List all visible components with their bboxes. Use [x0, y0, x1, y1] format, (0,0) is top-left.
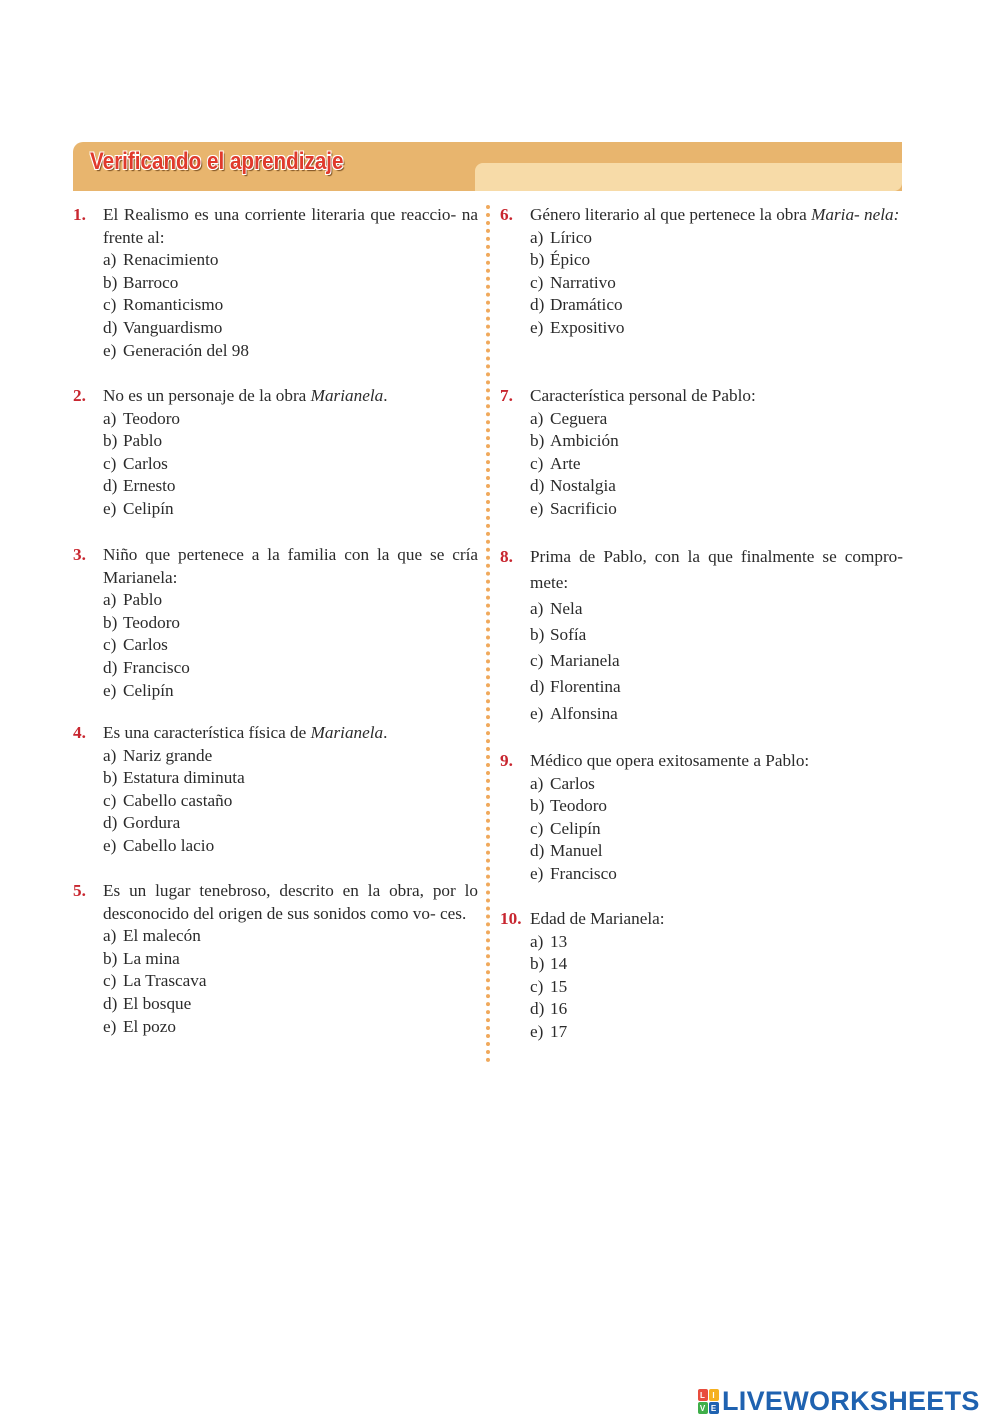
answer-option — [530, 976, 903, 999]
option-letter: c) — [530, 272, 544, 292]
option-letter: d) — [530, 999, 545, 1019]
option-text: 15 — [550, 976, 568, 996]
option-text: 13 — [550, 931, 568, 951]
answer-option — [103, 680, 478, 703]
answer-option — [530, 818, 903, 841]
question-text-part: El Realismo es una corriente literaria que reaccio- na frente al: — [103, 205, 478, 247]
option-letter: d) — [530, 476, 545, 496]
answer-option — [530, 840, 903, 863]
option-text: Ambición — [550, 431, 619, 451]
option-letter: d) — [530, 841, 545, 861]
option-text: Nariz grande — [123, 745, 213, 765]
answer-option — [530, 863, 903, 886]
option-letter: e) — [103, 835, 117, 855]
option-text: Dramático — [550, 295, 623, 315]
answer-option — [530, 498, 903, 521]
answer-option — [530, 1021, 903, 1044]
answer-option — [103, 925, 478, 948]
option-letter: a) — [530, 599, 544, 619]
option-text: Cabello lacio — [123, 835, 215, 855]
option-text: Carlos — [550, 773, 595, 793]
question-9 — [500, 750, 903, 886]
question-number: 5. — [73, 881, 86, 900]
question-text-part: Médico que opera exitosamente a Pablo: — [530, 751, 810, 770]
question-5 — [73, 880, 478, 1038]
answer-option — [530, 701, 903, 727]
answer-option — [530, 953, 903, 976]
answer-option — [530, 622, 903, 648]
question-text — [103, 880, 478, 925]
option-letter: d) — [530, 295, 545, 315]
option-letter: a) — [103, 926, 117, 946]
answer-option — [103, 657, 478, 680]
answer-option — [103, 790, 478, 813]
question-text-part: Característica personal de Pablo: — [530, 386, 756, 405]
option-text: Lírico — [550, 227, 592, 247]
answer-option — [530, 648, 903, 674]
option-text: El bosque — [123, 993, 192, 1013]
option-text: Francisco — [123, 657, 190, 677]
option-letter: e) — [103, 498, 117, 518]
answer-option — [103, 948, 478, 971]
answer-option — [530, 998, 903, 1021]
option-text: Sacrificio — [550, 498, 617, 518]
option-letter: a) — [530, 773, 544, 793]
question-number: 10. — [500, 909, 522, 928]
question-text-italic: Marianela — [310, 386, 384, 405]
question-1 — [73, 204, 478, 362]
answer-option — [530, 475, 903, 498]
option-text: Narrativo — [550, 272, 616, 292]
question-text-part: . — [383, 386, 388, 405]
option-letter: e) — [530, 317, 544, 337]
option-letter: b) — [103, 768, 118, 788]
option-letter: d) — [103, 657, 118, 677]
option-letter: e) — [530, 1021, 544, 1041]
option-text: Generación del 98 — [123, 340, 249, 360]
logo-text: LIVEWORKSHEETS — [722, 1385, 980, 1416]
option-text: El malecón — [123, 926, 201, 946]
option-text: Ernesto — [123, 476, 176, 496]
banner-accent-strip — [475, 163, 902, 191]
logo-icon-letter: L — [698, 1389, 708, 1401]
liveworksheets-logo-icon — [697, 1388, 719, 1414]
option-text: Celipín — [123, 498, 174, 518]
section-title: Verificando el aprendizaje — [90, 148, 344, 175]
option-letter: b) — [530, 250, 545, 270]
answer-option — [103, 249, 478, 272]
question-7 — [500, 385, 903, 521]
question-number: 7. — [500, 386, 513, 405]
answer-option — [530, 317, 903, 340]
option-letter: b) — [103, 431, 118, 451]
question-number: 3. — [73, 545, 86, 564]
answer-option — [530, 294, 903, 317]
question-text — [103, 385, 478, 408]
option-text: La mina — [123, 948, 180, 968]
answer-option — [530, 596, 903, 622]
question-2 — [73, 385, 478, 521]
answer-option — [530, 272, 903, 295]
option-letter: e) — [530, 703, 544, 723]
option-text: Romanticismo — [123, 295, 224, 315]
question-text — [103, 204, 478, 249]
option-text: La Trascava — [123, 971, 207, 991]
option-text: 14 — [550, 954, 568, 974]
option-letter: a) — [103, 250, 117, 270]
option-letter: c) — [103, 453, 117, 473]
option-text: Carlos — [123, 635, 168, 655]
answer-option — [103, 634, 478, 657]
logo-icon-letter: V — [698, 1402, 708, 1414]
option-letter: c) — [103, 790, 117, 810]
option-letter: a) — [103, 408, 117, 428]
answer-option — [530, 795, 903, 818]
answer-option — [530, 773, 903, 796]
liveworksheets-logo — [697, 1386, 980, 1416]
answer-option — [103, 430, 478, 453]
question-text-part: Es un lugar tenebroso, descrito en la obra, por lo desconocido del origen de sus sonidos como vo- ces. — [103, 881, 478, 923]
option-letter: e) — [103, 1016, 117, 1036]
option-text: El pozo — [123, 1016, 176, 1036]
option-text: Renacimiento — [123, 250, 219, 270]
option-text: Florentina — [550, 677, 621, 697]
answer-option — [530, 453, 903, 476]
option-letter: d) — [103, 476, 118, 496]
option-letter: b) — [530, 954, 545, 974]
question-number: 1. — [73, 205, 86, 224]
answer-option — [530, 674, 903, 700]
answer-option — [530, 931, 903, 954]
answer-option — [103, 993, 478, 1016]
question-3 — [73, 544, 478, 702]
option-text: Barroco — [123, 272, 179, 292]
option-letter: d) — [530, 677, 545, 697]
option-text: Teodoro — [123, 612, 181, 632]
question-number: 4. — [73, 723, 86, 742]
option-text: Carlos — [123, 453, 168, 473]
answer-option — [103, 272, 478, 295]
option-text: Estatura diminuta — [123, 768, 245, 788]
question-text-italic: Maria- nela: — [811, 205, 900, 224]
option-text: Pablo — [123, 431, 163, 451]
option-letter: d) — [103, 813, 118, 833]
section-header-banner — [73, 142, 902, 191]
option-letter: c) — [530, 976, 544, 996]
option-letter: d) — [103, 993, 118, 1013]
question-text — [530, 385, 903, 408]
option-text: Sofía — [550, 625, 587, 645]
answer-option — [530, 249, 903, 272]
answer-option — [103, 340, 478, 363]
option-text: Celipín — [123, 680, 174, 700]
questions-left-column — [73, 204, 478, 1036]
option-text: Gordura — [123, 813, 181, 833]
option-letter: b) — [530, 431, 545, 451]
answer-option — [103, 835, 478, 858]
answer-option — [103, 453, 478, 476]
option-letter: b) — [103, 612, 118, 632]
option-text: Nostalgia — [550, 476, 616, 496]
option-letter: e) — [103, 340, 117, 360]
option-letter: d) — [103, 317, 118, 337]
question-text-part: Es una característica física de — [103, 723, 311, 742]
option-letter: c) — [530, 651, 544, 671]
option-text: Épico — [550, 250, 591, 270]
question-8 — [500, 544, 903, 727]
question-text-part: No es un personaje de la obra — [103, 386, 311, 405]
option-text: Alfonsina — [550, 703, 618, 723]
option-letter: b) — [103, 272, 118, 292]
question-number: 8. — [500, 547, 513, 566]
answer-option — [103, 767, 478, 790]
option-text: Francisco — [550, 863, 617, 883]
answer-option — [103, 1016, 478, 1039]
option-letter: c) — [103, 295, 117, 315]
option-letter: c) — [530, 453, 544, 473]
question-text — [103, 722, 478, 745]
question-number: 9. — [500, 751, 513, 770]
question-number: 6. — [500, 205, 513, 224]
question-text — [530, 544, 903, 596]
option-text: Expositivo — [550, 317, 625, 337]
question-text — [103, 544, 478, 589]
question-number: 2. — [73, 386, 86, 405]
answer-option — [530, 227, 903, 250]
logo-icon-letter: I — [709, 1389, 719, 1401]
answer-option — [103, 589, 478, 612]
option-letter: e) — [530, 498, 544, 518]
option-text: Marianela — [550, 651, 620, 671]
option-text: Ceguera — [550, 408, 608, 428]
answer-option — [103, 475, 478, 498]
answer-option — [103, 408, 478, 431]
option-letter: c) — [530, 818, 544, 838]
question-text-part: Prima de Pablo, con la que finalmente se compro- mete: — [530, 547, 903, 593]
question-10 — [500, 908, 903, 1044]
question-text-italic: Marianela — [310, 723, 384, 742]
option-letter: b) — [530, 796, 545, 816]
option-text: Arte — [550, 453, 581, 473]
question-text-part: Niño que pertenece a la familia con la que se cría Marianela: — [103, 545, 478, 587]
answer-option — [103, 498, 478, 521]
option-text: Teodoro — [550, 796, 608, 816]
answer-option — [103, 970, 478, 993]
answer-option — [103, 745, 478, 768]
option-text: Nela — [550, 599, 583, 619]
question-6 — [500, 204, 903, 340]
option-letter: e) — [530, 863, 544, 883]
option-letter: a) — [530, 227, 544, 247]
answer-option — [530, 430, 903, 453]
option-letter: b) — [103, 948, 118, 968]
option-text: Manuel — [550, 841, 603, 861]
option-text: Vanguardismo — [123, 317, 223, 337]
question-text — [530, 908, 903, 931]
option-text: Celipín — [550, 818, 601, 838]
question-text-part: . — [383, 723, 388, 742]
option-letter: a) — [103, 745, 117, 765]
option-text: Teodoro — [123, 408, 181, 428]
option-letter: e) — [103, 680, 117, 700]
logo-icon-letter: E — [709, 1402, 719, 1414]
answer-option — [103, 812, 478, 835]
question-text-part: Edad de Marianela: — [530, 909, 665, 928]
answer-option — [103, 612, 478, 635]
answer-option — [530, 408, 903, 431]
answer-option — [103, 294, 478, 317]
option-text: Pablo — [123, 590, 163, 610]
option-text: 16 — [550, 999, 568, 1019]
option-letter: b) — [530, 625, 545, 645]
question-text — [530, 750, 903, 773]
column-divider — [486, 205, 490, 1063]
option-text: 17 — [550, 1021, 568, 1041]
question-text-part: Género literario al que pertenece la obra — [530, 205, 812, 224]
option-text: Cabello castaño — [123, 790, 233, 810]
answer-option — [103, 317, 478, 340]
option-letter: c) — [103, 971, 117, 991]
option-letter: a) — [530, 408, 544, 428]
option-letter: a) — [103, 590, 117, 610]
option-letter: a) — [530, 931, 544, 951]
question-text — [530, 204, 903, 227]
option-letter: c) — [103, 635, 117, 655]
question-4 — [73, 722, 478, 858]
